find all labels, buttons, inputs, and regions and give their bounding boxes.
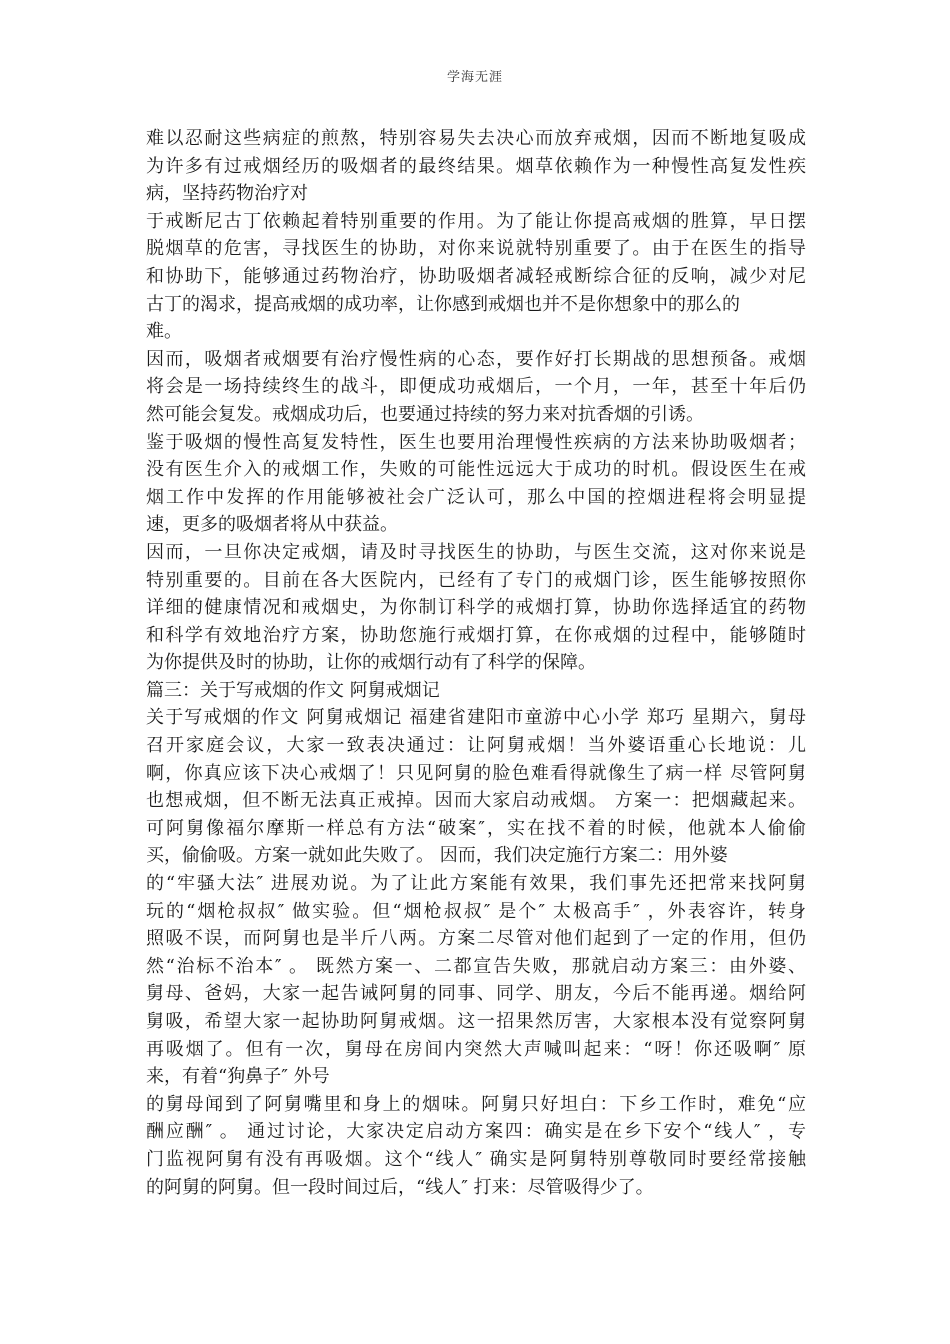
text-line: 召开家庭会议，大家一致表决通过：让阿舅戒烟！当外婆语重心长地说：儿 bbox=[146, 735, 806, 757]
text-line: 速，更多的吸烟者将从中获益。 bbox=[146, 514, 398, 536]
text-line: 买，偷偷吸。方案一就如此失败了。 因而，我们决定施行方案二：用外婆 bbox=[146, 845, 728, 867]
text-line: 再吸烟了。但有一次，舅母在房间内突然大声喊叫起来：“呀！你还吸啊″ 原 bbox=[146, 1038, 806, 1060]
text-line: 难。 bbox=[146, 321, 182, 343]
text-line: 烟工作中发挥的作用能够被社会广泛认可，那么中国的控烟进程将会明显提 bbox=[146, 486, 806, 508]
text-line: 难以忍耐这些病症的煎熬，特别容易失去决心而放弃戒烟，因而不断地复吸成 bbox=[146, 128, 806, 149]
text-line: 没有医生介入的戒烟工作，失败的可能性远远大于成功的时机。假设医生在戒 bbox=[146, 459, 806, 481]
text-line: 舅吸，希望大家一起协助阿舅戒烟。这一招果然厉害，大家根本没有觉察阿舅 bbox=[146, 1011, 806, 1032]
text-line: 玩的“烟枪叔叔″ 做实验。但“烟枪叔叔″ 是个″ 太极高手″ ，外表容许，转身 bbox=[146, 900, 806, 922]
text-line: 病，坚持药物治疗对 bbox=[146, 183, 308, 205]
text-line: 啊，你真应该下决心戒烟了！只见阿舅的脸色难看得就像生了病一样 尽管阿舅 bbox=[146, 762, 806, 784]
text-line: 可阿舅像福尔摩斯一样总有方法“破案″，实在找不着的时候，他就本人偷偷 bbox=[146, 817, 806, 839]
text-line: 关于写戒烟的作文 阿舅戒烟记 福建省建阳市童游中心小学 郑巧 星期六，舅母 bbox=[146, 707, 806, 729]
text-line: 因而，一旦你决定戒烟，请及时寻找医生的协助，与医生交流，这对你来说是 bbox=[146, 541, 806, 563]
text-line: 鉴于吸烟的慢性高复发特性，医生也要用治理慢性疾病的方法来协助吸烟者； bbox=[146, 431, 806, 453]
text-line: 脱烟草的危害，寻找医生的协助，对你来说就特别重要了。由于在医生的指导 bbox=[146, 238, 806, 260]
section-heading: 篇三：关于写戒烟的作文 阿舅戒烟记 bbox=[146, 679, 440, 701]
text-line: 和科学有效地治疗方案，协助您施行戒烟打算，在你戒烟的过程中，能够随时 bbox=[146, 624, 806, 646]
text-line: 门监视阿舅有没有再吸烟。这个“线人″ 确实是阿舅特别尊敬同时要经常接触 bbox=[146, 1148, 806, 1170]
text-line: 古丁的渴求，提高戒烟的成功率，让你感到戒烟也并不是你想象中的那么的 bbox=[146, 293, 740, 315]
text-line: 将会是一场持续终生的战斗，即便成功戒烟后，一个月，一年，甚至十年后仍 bbox=[146, 376, 806, 398]
text-line: 为你提供及时的协助，让你的戒烟行动有了科学的保障。 bbox=[146, 652, 596, 674]
text-line: 然“治标不治本″ 。 既然方案一、二都宣告失败，那就启动方案三：由外婆、 bbox=[146, 955, 806, 977]
text-line: 照吸不误，而阿舅也是半斤八两。方案二尽管对他们起到了一定的作用，但仍 bbox=[146, 928, 806, 950]
text-line: 然可能会复发。戒烟成功后，也要通过持续的努力来对抗香烟的引诱。 bbox=[146, 403, 704, 425]
text-line: 来，有着“狗鼻子″ 外号 bbox=[146, 1066, 330, 1088]
text-line: 和协助下，能够通过药物治疗，协助吸烟者减轻戒断综合征的反响，减少对尼 bbox=[146, 265, 806, 287]
text-line: 于戒断尼古丁依赖起着特别重要的作用。为了能让你提高戒烟的胜算，早日摆 bbox=[146, 210, 806, 232]
text-line: 舅母、爸妈，大家一起告诫阿舅的同事、同学、朋友，今后不能再递。烟给阿 bbox=[146, 983, 806, 1005]
text-line: 的阿舅的阿舅。但一段时间过后，“线人″ 打来：尽管吸得少了。 bbox=[146, 1176, 654, 1198]
text-line: 因而，吸烟者戒烟要有治疗慢性病的心态，要作好打长期战的思想预备。戒烟 bbox=[146, 348, 806, 370]
text-line: 酬应酬″ 。 通过讨论，大家决定启动方案四：确实是在乡下安个“线人″ ，专 bbox=[146, 1121, 806, 1143]
text-line: 的舅母闻到了阿舅嘴里和身上的烟味。阿舅只好坦白：下乡工作时，难免“应 bbox=[146, 1093, 806, 1115]
document-body bbox=[146, 125, 806, 1201]
text-line: 也想戒烟，但不断无法真正戒掉。因而大家启动戒烟。 方案一：把烟藏起来。 bbox=[146, 790, 806, 812]
text-line: 详细的健康情况和戒烟史，为你制订科学的戒烟打算，协助你选择适宜的药物 bbox=[146, 597, 806, 619]
text-line: 特别重要的。目前在各大医院内，已经有了专门的戒烟门诊，医生能够按照你 bbox=[146, 569, 806, 591]
page-header: 学海无涯 bbox=[446, 70, 503, 85]
text-line: 的“牢骚大法″ 进展劝说。为了让此方案能有效果，我们事先还把常来找阿舅 bbox=[146, 873, 806, 895]
text-line: 为许多有过戒烟经历的吸烟者的最终结果。烟草依赖作为一种慢性高复发性疾 bbox=[146, 155, 806, 177]
